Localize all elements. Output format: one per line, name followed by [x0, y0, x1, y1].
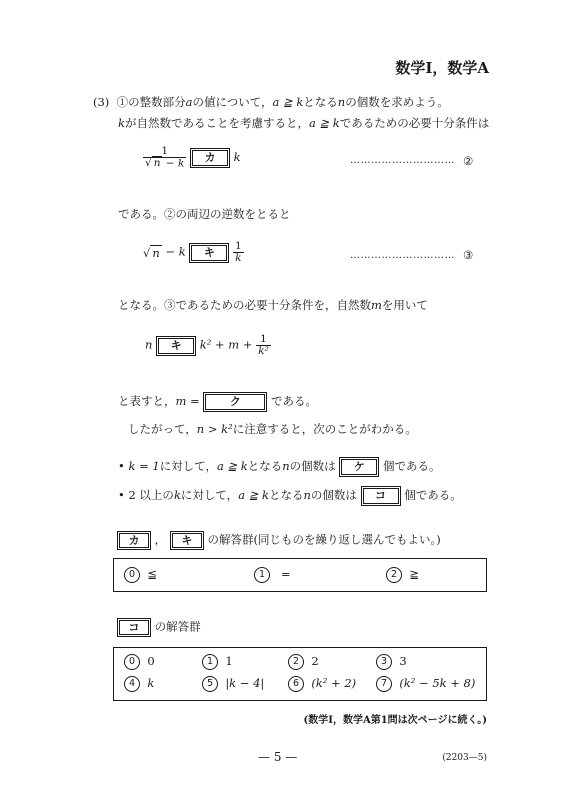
answer-box-ku[interactable]	[203, 392, 267, 412]
var-n: n	[282, 459, 290, 473]
choice-option[interactable]	[288, 676, 356, 692]
text: の値について，	[192, 95, 273, 109]
page-header-title: 数学Ⅰ，数学A	[395, 59, 489, 77]
radicand: n	[153, 157, 161, 170]
box-ref-ko	[117, 618, 151, 637]
leader-dots: …………………………	[350, 250, 455, 261]
text: の個数を求めよう。	[345, 95, 449, 109]
box-label: キ	[158, 338, 194, 354]
question-number: (3)	[93, 95, 110, 109]
choice-number: 0	[124, 567, 140, 583]
box-ref-ka	[117, 531, 151, 550]
fraction	[143, 146, 186, 170]
choice-option[interactable]	[386, 567, 419, 583]
choice-number: 7	[376, 676, 392, 692]
equation-4	[145, 334, 271, 357]
denominator: √ n − k	[145, 157, 185, 170]
fraction	[233, 241, 244, 264]
choice-value: k	[147, 676, 155, 690]
condition: n > k²	[196, 422, 233, 436]
fraction	[256, 334, 271, 357]
text: に対して，	[180, 488, 239, 502]
choices1-frame	[113, 558, 487, 592]
text: が自然数であることを考慮すると，	[124, 116, 309, 130]
therefore-line	[128, 421, 417, 437]
denominator: k	[235, 252, 242, 265]
numerator: 1	[234, 240, 242, 252]
text-after-eq2: である。②の両辺の逆数をとると	[118, 207, 291, 221]
minus-k: − k	[162, 157, 185, 170]
denominator: k²	[258, 345, 269, 358]
text: であるための必要十分条件は	[339, 116, 490, 130]
answer-box-ka[interactable]	[190, 148, 230, 168]
choices2-header	[117, 618, 201, 637]
var-a: a	[185, 95, 193, 109]
choice-number: 3	[376, 654, 392, 670]
choice-number: 6	[288, 676, 304, 692]
var-n: n	[303, 488, 311, 502]
answer-box-ke[interactable]	[339, 457, 379, 477]
leader-dots: …………………………	[350, 155, 455, 166]
minus-k: − k	[161, 244, 186, 259]
choice-value: ≧	[409, 567, 419, 581]
choice-number: 2	[386, 567, 402, 583]
box-label: ケ	[341, 459, 377, 475]
equation-number-3: ③	[463, 248, 474, 262]
bullet-2	[118, 486, 462, 506]
text: となる	[247, 459, 283, 473]
page-code: (2203—5)	[442, 753, 487, 763]
box-label: ク	[205, 394, 265, 410]
equation: m =	[175, 394, 200, 408]
equation-3: √ n − k キ $\frac{1}{k}$	[143, 240, 242, 265]
text: となる	[268, 488, 304, 502]
continue-note: (数学Ⅰ，数学A第1問は次ページに続く。)	[303, 715, 487, 726]
choice-option[interactable]	[124, 654, 155, 670]
box-label: カ	[192, 150, 228, 166]
condition: a ≧ k	[238, 488, 269, 502]
text: したがって，	[128, 422, 197, 436]
text: 個である。	[382, 459, 441, 473]
box-label: カ	[119, 533, 149, 548]
right-side: k² + m +	[199, 337, 253, 352]
choice-value: 0	[147, 654, 155, 668]
choice-option[interactable]	[124, 567, 157, 583]
bullet-dot: •	[118, 459, 125, 473]
box-label: コ	[119, 620, 149, 635]
box-label: キ	[172, 533, 202, 548]
text: となる	[303, 95, 338, 109]
text: と表すと，	[118, 394, 176, 408]
choice-option[interactable]	[376, 654, 407, 670]
box-label: コ	[363, 488, 399, 504]
choice-option[interactable]	[254, 567, 291, 583]
text: である。	[271, 394, 318, 408]
text: 2 以上の	[128, 488, 174, 502]
choice-value: (k² + 2)	[311, 676, 357, 690]
text: の個数は	[310, 488, 357, 502]
equation-2	[143, 146, 241, 170]
page-number: — 5 —	[258, 750, 298, 764]
text: ①の整数部分	[116, 95, 186, 109]
choice-option[interactable]	[376, 676, 475, 692]
choices1-header	[117, 531, 441, 550]
choice-number: 5	[202, 676, 218, 692]
choices2-frame	[113, 647, 487, 701]
choice-number: 1	[202, 654, 218, 670]
right-side: k	[233, 149, 241, 164]
choice-value: 2	[311, 654, 319, 668]
choice-option[interactable]	[202, 676, 264, 692]
bullet-1	[118, 457, 440, 477]
question-line-2	[118, 115, 489, 131]
var-n: n	[337, 95, 346, 109]
choice-option[interactable]	[202, 654, 233, 670]
choices2-label: の解答群	[154, 619, 201, 634]
choice-value: 3	[399, 654, 407, 668]
choice-value: (k² − 5k + 8)	[399, 676, 476, 690]
answer-box-ki[interactable]	[189, 243, 229, 263]
box-label: キ	[191, 245, 227, 261]
text: の個数は	[289, 459, 336, 473]
choice-number: 4	[124, 676, 140, 692]
condition: a ≧ k	[216, 459, 248, 473]
condition: a ≧ k	[308, 116, 340, 130]
answer-box-ki-2[interactable]	[156, 336, 196, 356]
condition: k = 1	[128, 459, 160, 473]
choice-option[interactable]	[288, 654, 319, 670]
comma: ，	[154, 532, 167, 547]
equation-number-2: ②	[463, 154, 474, 168]
question-line-1	[93, 94, 449, 110]
bullet-dot: •	[118, 488, 125, 502]
var-k: k	[173, 488, 181, 502]
box-ref-ki	[170, 531, 204, 550]
choice-value: =	[280, 567, 291, 581]
choice-value: 1	[225, 654, 233, 668]
answer-box-ko[interactable]	[361, 486, 401, 506]
represent-line	[118, 392, 317, 412]
choice-number: 0	[124, 654, 140, 670]
var-k: k	[118, 116, 125, 130]
choice-number: 2	[288, 654, 304, 670]
var-m: m	[371, 298, 382, 312]
radicand: n	[152, 245, 160, 260]
choice-number: 1	[254, 567, 270, 583]
choice-option[interactable]	[124, 676, 154, 692]
text: を用いて	[381, 298, 428, 312]
numerator: 1	[143, 146, 186, 158]
text-after-eq3	[118, 297, 428, 313]
choice-value: |k − 4|	[225, 676, 265, 690]
text: に対して，	[159, 459, 217, 473]
text: 個である。	[404, 488, 462, 502]
choices1-label: の解答群(同じものを繰り返し選んでもよい。)	[207, 532, 441, 547]
left-side: n	[145, 337, 153, 352]
condition: a ≧ k	[272, 95, 304, 109]
choice-value: ≦	[147, 567, 157, 581]
text: となる。③であるための必要十分条件を，自然数	[118, 298, 371, 312]
text: に注意すると，次のことがわかる。	[232, 422, 417, 436]
numerator: 1	[256, 334, 271, 346]
